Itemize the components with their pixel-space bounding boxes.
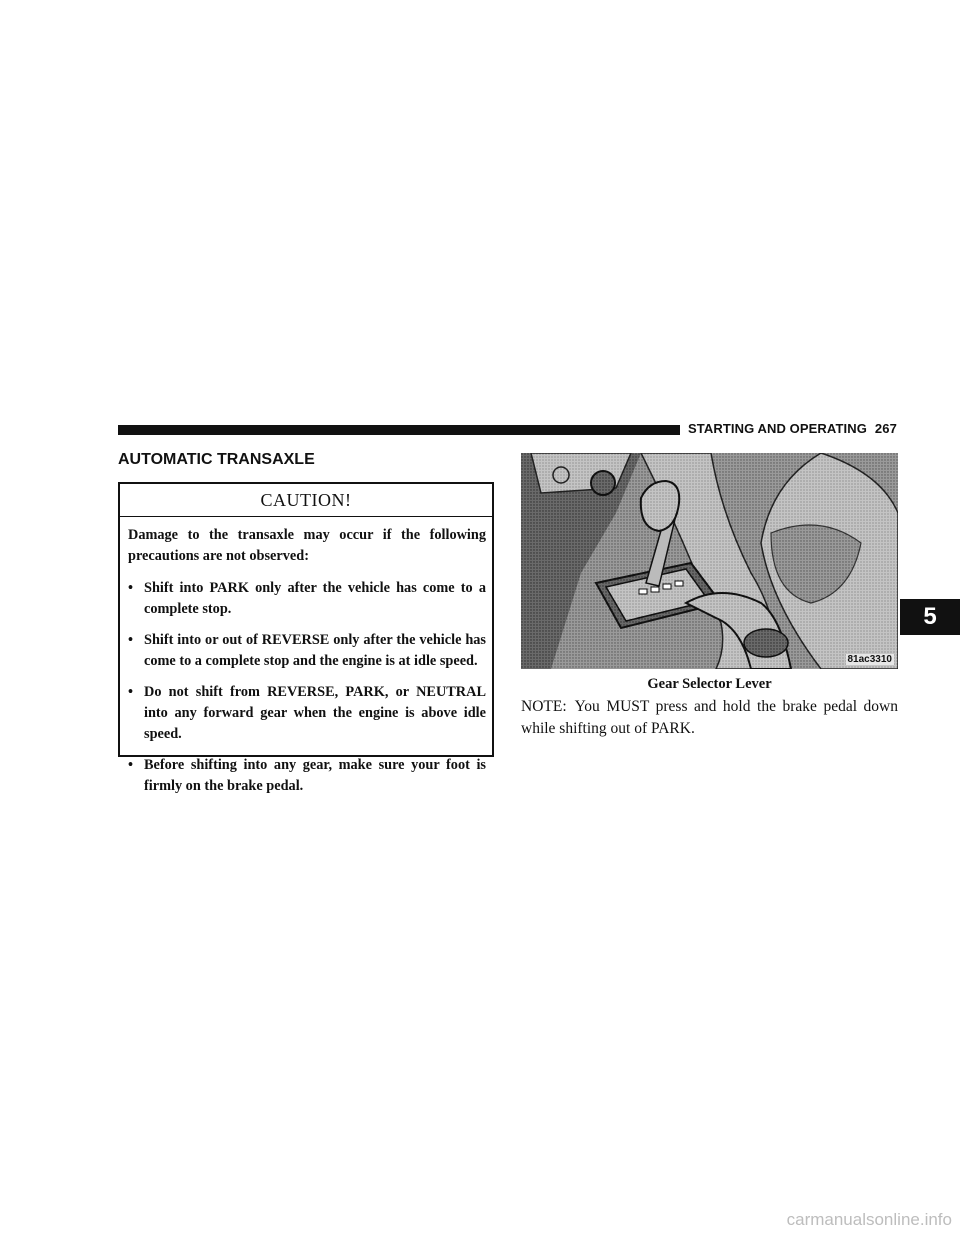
caution-item [128,578,486,620]
caution-body [128,525,486,807]
figure-caption: Gear Selector Lever [647,676,772,692]
caution-item-text: Before shifting into any gear, make sure your foot is firmly on the brake pedal. [144,757,486,794]
caution-box [118,482,494,794]
caution-item [128,630,486,672]
caution-intro: Damage to the transaxle may occur if the following precautions are not observed: [128,527,486,564]
bullet-icon: • [128,632,134,648]
figure-code: 81ac3310 [847,654,892,665]
note-paragraph [521,696,898,740]
gear-selector-illustration [521,453,898,669]
note-text: You MUST press and hold the brake pedal down while shifting out of PARK. [521,698,898,737]
chapter-tab: 5 [900,599,960,635]
caution-divider [120,516,492,517]
header-section-title: STARTING AND OPERATING [688,421,867,436]
section-title: AUTOMATIC TRANSAXLE [118,451,315,468]
caution-item-text: Do not shift from REVERSE, PARK, or NEUTRAL into any forward gear when the engine is above idle speed. [144,684,486,742]
page-number: 267 [874,421,897,436]
watermark: carmanualsonline.info [786,1210,952,1229]
bullet-icon: • [128,684,134,700]
bullet-icon: • [128,580,134,596]
header-rule [118,425,680,435]
caution-title: CAUTION! [260,490,352,510]
note-label: NOTE: [521,698,567,715]
caution-item [128,755,486,797]
car-interior-drawing [521,453,898,669]
caution-item-text: Shift into or out of REVERSE only after the vehicle has come to a complete stop and the engine is at idle speed. [144,632,486,669]
caution-item [128,682,486,745]
bullet-icon: • [128,757,134,773]
caution-item-text: Shift into PARK only after the vehicle has come to a complete stop. [144,580,486,617]
running-header [688,421,897,436]
